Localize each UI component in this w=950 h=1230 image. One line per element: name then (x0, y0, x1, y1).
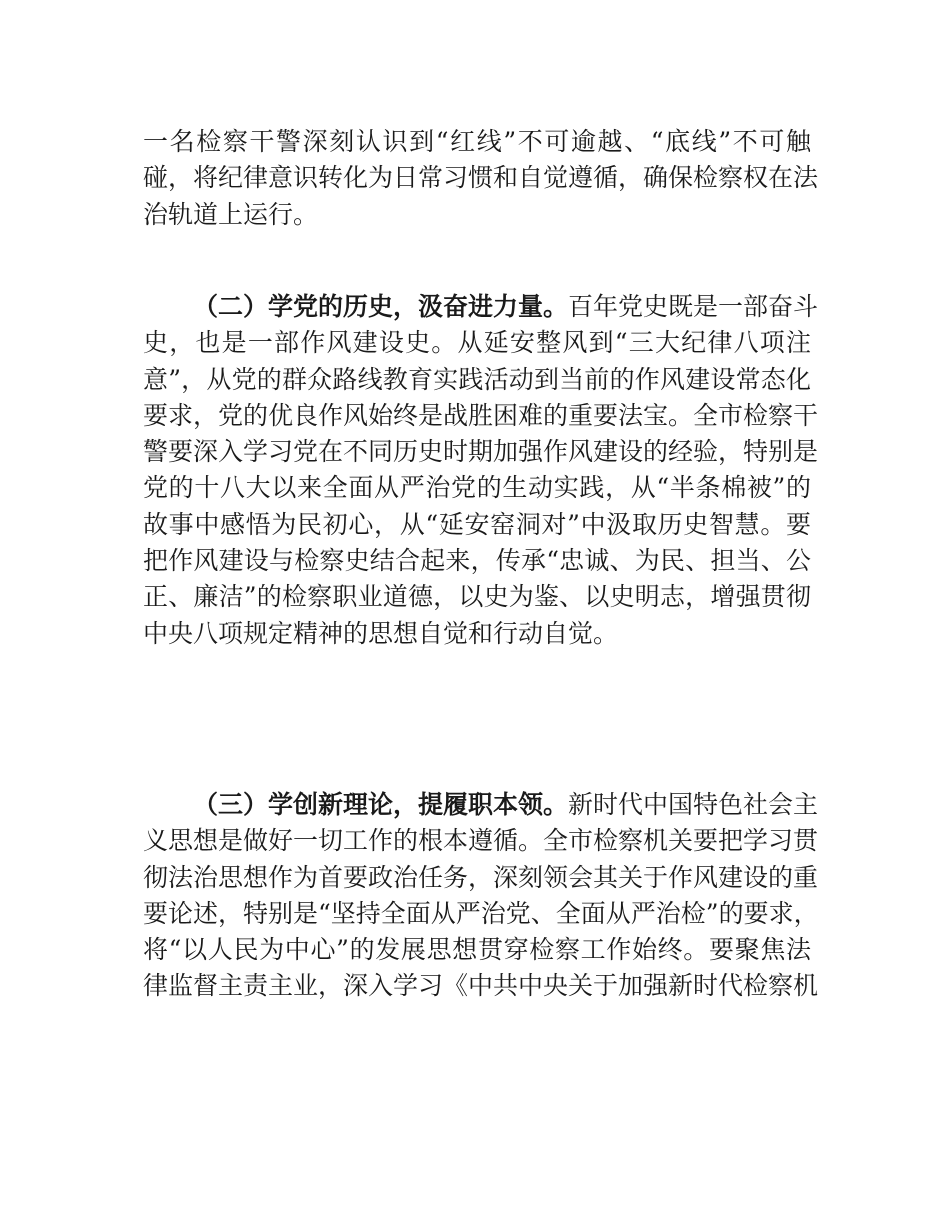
paragraph-line: 把作风建设与检察史结合起来，传承“忠诚、为民、担当、公 (143, 546, 811, 576)
paragraph-line: 故事中感悟为民初心，从“延安窑洞对”中汲取历史智慧。要 (143, 509, 811, 539)
paragraph-line: 要论述，特别是“坚持全面从严治党、全面从严治检”的要求， (143, 898, 819, 928)
paragraph-line: 党的十八大以来全面从严治党的生动实践，从“半条棉被”的 (143, 473, 811, 503)
paragraph-line: 将“以人民为中心”的发展思想贯穿检察工作始终。要聚焦法 (143, 935, 811, 965)
paragraph-line: 一名检察干警深刻认识到“红线”不可逾越、“底线”不可触 (143, 127, 811, 156)
paragraph-line: 治轨道上运行。 (143, 199, 319, 229)
paragraph-line: 意”，从党的群众路线教育实践活动到当前的作风建设常态化 (143, 364, 811, 394)
section-heading-innovation-theory: （三）学创新理论，提履职本领。 (193, 790, 569, 819)
paragraph-line: 史，也是一部作风建设史。从延安整风到“三大纪律八项注 (143, 328, 811, 358)
first-line-text: 新时代中国特色社会主 (568, 790, 819, 819)
paragraph-line: 警要深入学习党在不同历史时期加强作风建设的经验，特别是 (143, 437, 819, 467)
paragraph-line: 要求，党的优良作风始终是战胜困难的重要法宝。全市检察干 (143, 400, 819, 430)
paragraph-innovation-theory (143, 787, 819, 1005)
paragraph-line: 律监督主责主业，深入学习《中共中央关于加强新时代检察机 (143, 971, 819, 1001)
paragraph-line: 正、廉洁”的检察职业道德，以史为鉴、以史明志，增强贯彻 (143, 582, 811, 612)
paragraph-first-line (143, 787, 819, 823)
paragraph-first-line (143, 289, 819, 325)
paragraph-line: 碰，将纪律意识转化为日常习惯和自觉遵循，确保检察权在法 (143, 163, 819, 193)
first-line-text: 百年党史既是一部奋斗 (568, 292, 819, 321)
paragraph-line: 中央八项规定精神的思想自觉和行动自觉。 (143, 618, 619, 648)
paragraph-discipline-awareness (143, 124, 819, 233)
paragraph-party-history (143, 289, 819, 652)
paragraph-line: 彻法治思想作为首要政治任务，深刻领会其关于作风建设的重 (143, 862, 819, 892)
paragraph-line: 义思想是做好一切工作的根本遵循。全市检察机关要把学习贯 (143, 826, 819, 856)
section-heading-party-history: （二）学党的历史，汲奋进力量。 (193, 292, 569, 321)
